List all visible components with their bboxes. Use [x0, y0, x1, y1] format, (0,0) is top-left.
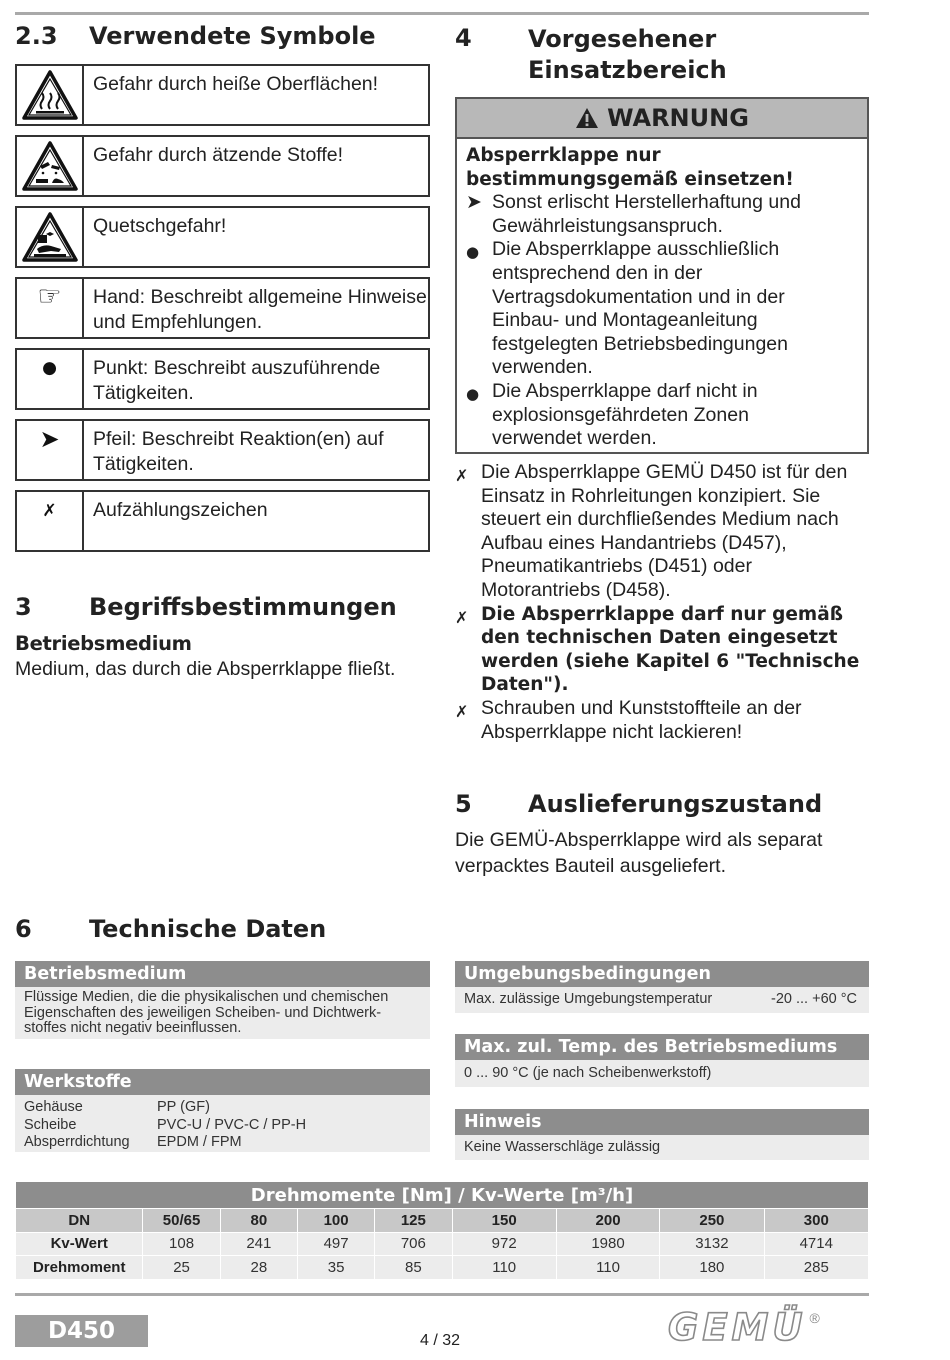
top-rule: [15, 12, 869, 15]
material-part: Scheibe: [24, 1116, 77, 1133]
list-item-text: Schrauben und Kunststoffteile an der Absperrklappe nicht lackieren!: [481, 696, 802, 743]
table-header-cell: 200: [556, 1209, 659, 1233]
warning-label: WARNUNG: [607, 104, 749, 132]
table-row-label: Drehmoment: [16, 1256, 143, 1280]
section-title: Verwendete Symbole: [89, 22, 376, 50]
panel-operating-medium: [15, 961, 430, 1039]
symbol-row-arrow: [15, 419, 430, 481]
section-title: [528, 24, 727, 86]
table-caption-row: [16, 1182, 869, 1209]
table-header-row: [16, 1209, 869, 1233]
table-cell: 28: [220, 1256, 297, 1280]
section-text: Die GEMÜ-Absperrklappe wird als separat verpacktes Bauteil ausgeliefert.: [455, 829, 823, 877]
symbol-row-hand: [15, 277, 430, 339]
symbol-description: Punkt: Beschreibt auszuführende Tätigkeiten.: [93, 357, 381, 404]
list-mark-icon: ✗: [42, 501, 57, 521]
table-cell: 241: [220, 1232, 297, 1256]
arrow-icon: ➤: [39, 425, 60, 453]
symbol-description: Aufzählungszeichen: [93, 499, 268, 521]
symbol-row-hot-surface: [15, 64, 430, 126]
symbol-row-point: [15, 348, 430, 410]
table-header-cell: 50/65: [143, 1209, 220, 1233]
usage-list: [455, 461, 875, 744]
table-row: [16, 1256, 869, 1280]
table-caption: Drehmomente [Nm] / Kv-Werte [m³/h]: [16, 1182, 869, 1209]
symbol-row-corrosive: [15, 135, 430, 197]
materials-table: [15, 1095, 430, 1155]
table-cell: 25: [143, 1256, 220, 1280]
section-title-line: Einsatzbereich: [528, 56, 727, 84]
material-row: [24, 1134, 421, 1152]
table-row: [16, 1232, 869, 1256]
table-header-cell: DN: [16, 1209, 143, 1233]
panel-text: 0 ... 90 °C (je nach Scheibenwerkstoff): [464, 1065, 712, 1081]
table-cell: 35: [297, 1256, 374, 1280]
warning-point: [466, 238, 867, 380]
symbol-description: Pfeil: Beschreibt Reaktion(en) auf Tätigkeiten.: [93, 428, 384, 475]
section-number: 3: [15, 593, 32, 621]
list-item: [455, 461, 875, 603]
warning-consequence-text: Sonst erlischt Herstellerhaftung und Gewährleistungsanspruch.: [492, 191, 801, 237]
panel-title: Hinweis: [455, 1109, 869, 1135]
list-item-text: Die Absperrklappe GEMÜ D450 ist für den Einsatz in Rohrleitungen konzipiert. Sie steuert ein durchfließendes Medium nach Aufbau eines Handantriebs (D457), Pneumatikantriebs (D451) oder Motorantriebs (D458).: [481, 461, 848, 601]
symbol-row-list: [15, 490, 430, 552]
section-title: Begriffsbestimmungen: [89, 593, 397, 621]
panel-ambient-conditions: [455, 961, 869, 1013]
warning-heading: Absperrklappe nur bestimmungsgemäß einsetzen!: [466, 145, 794, 190]
bullet-point-icon: ●: [466, 243, 480, 262]
symbol-description: Quetschgefahr!: [93, 215, 227, 237]
table-header-cell: 250: [660, 1209, 764, 1233]
warning-point-text: Die Absperrklappe darf nicht in explosionsgefährdeten Zonen verwendet werden.: [492, 379, 758, 450]
section-number: 4: [455, 24, 472, 52]
symbol-description: Gefahr durch heiße Oberflächen!: [93, 73, 379, 95]
panel-max-medium-temp: [455, 1034, 869, 1087]
material-part: Absperrdichtung: [24, 1134, 130, 1150]
section-number: 5: [455, 790, 472, 818]
warning-triangle-icon: [575, 107, 599, 129]
table-cell: 285: [764, 1256, 868, 1280]
torque-kv-table: [15, 1181, 869, 1280]
panel-title: Max. zul. Temp. des Betriebsmediums: [455, 1034, 869, 1060]
list-item: [455, 697, 875, 744]
table-header-cell: 300: [764, 1209, 868, 1233]
bullet-point-icon: ●: [42, 358, 57, 378]
hot-surface-warning-icon: [21, 69, 79, 121]
warning-point: [466, 380, 867, 451]
bullet-point-icon: ●: [466, 384, 480, 403]
table-header-cell: 100: [297, 1209, 374, 1233]
ambient-row: [455, 987, 869, 1011]
symbol-description: Gefahr durch ätzende Stoffe!: [93, 144, 344, 166]
warning-consequence: [466, 191, 867, 238]
material-part: Gehäuse: [24, 1099, 83, 1115]
term-definition: Medium, das durch die Absperrklappe fließt.: [15, 658, 396, 680]
model-badge: D450: [15, 1315, 148, 1347]
symbol-description: Hand: Beschreibt allgemeine Hinweise und Empfehlungen.: [93, 286, 427, 333]
table-cell: 110: [556, 1256, 659, 1280]
material-value: PVC-U / PVC-C / PP-H: [157, 1116, 307, 1133]
table-header-cell: 80: [220, 1209, 297, 1233]
panel-text: Keine Wasserschläge zulässig: [464, 1139, 661, 1155]
panel-title: Werkstoffe: [15, 1069, 430, 1095]
warning-point-text: Die Absperrklappe ausschließlich entsprechend den in der Vertragsdokumentation und in der Einbau- und Montageanleitung festgelegten Betriebsbedingungen verwenden.: [492, 238, 788, 379]
table-header-cell: 125: [375, 1209, 452, 1233]
panel-title: Betriebsmedium: [15, 961, 430, 987]
list-mark-icon: ✗: [455, 701, 469, 721]
term-heading: Betriebsmedium: [15, 632, 192, 655]
corrosive-warning-icon: [21, 140, 79, 192]
ambient-label: Max. zulässige Umgebungstemperatur: [464, 991, 713, 1007]
crush-warning-icon: [21, 211, 79, 263]
material-value: EPDM / FPM: [157, 1134, 242, 1150]
ambient-value: -20 ... +60 °C: [771, 991, 857, 1007]
warning-header: [457, 99, 867, 139]
symbol-row-crush: [15, 206, 430, 268]
table-cell: 3132: [660, 1232, 764, 1256]
material-row: [24, 1117, 421, 1135]
list-mark-icon: ✗: [455, 466, 469, 485]
arrow-icon: ➤: [466, 191, 482, 214]
footer-rule: [15, 1293, 869, 1296]
table-row-label: Kv-Wert: [16, 1232, 143, 1256]
section-title: Auslieferungszustand: [528, 790, 823, 818]
panel-title: Umgebungsbedingungen: [455, 961, 869, 987]
table-cell: 180: [660, 1256, 764, 1280]
warning-box: [455, 97, 869, 454]
page-number: 4 / 32: [419, 1332, 461, 1349]
table-cell: 85: [375, 1256, 452, 1280]
panel-note: [455, 1109, 869, 1160]
table-cell: 972: [452, 1232, 556, 1256]
table-header-cell: 150: [452, 1209, 556, 1233]
section-number: 6: [15, 915, 32, 943]
section-number: 2.3: [15, 22, 58, 50]
section-title-line: Vorgesehener: [528, 25, 717, 53]
table-cell: 497: [297, 1232, 374, 1256]
brand-logo: [668, 1308, 820, 1348]
panel-text: Flüssige Medien, die die physikalischen und chemischen Eigenschaften des jeweiligen Scheiben- und Dichtwerk-stoffes nicht negativ beeinflussen.: [24, 989, 389, 1036]
registered-mark: ®: [809, 1310, 820, 1326]
table-cell: 108: [143, 1232, 220, 1256]
panel-materials: [15, 1069, 430, 1152]
material-row: [24, 1099, 421, 1117]
table-cell: 110: [452, 1256, 556, 1280]
list-mark-icon: ✗: [455, 607, 469, 627]
section-title: Technische Daten: [89, 915, 327, 943]
material-value: PP (GF): [157, 1099, 210, 1115]
list-item-text: Die Absperrklappe darf nur gemäß den technischen Daten eingesetzt werden (siehe Kapitel 6 "Technische Daten").: [481, 603, 860, 696]
table-cell: 4714: [764, 1232, 868, 1256]
table-cell: 706: [375, 1232, 452, 1256]
table-cell: 1980: [556, 1232, 659, 1256]
brand-name: GEMÜ: [668, 1306, 807, 1349]
list-item: [455, 603, 875, 697]
hand-pointer-icon: ☞: [37, 281, 62, 312]
